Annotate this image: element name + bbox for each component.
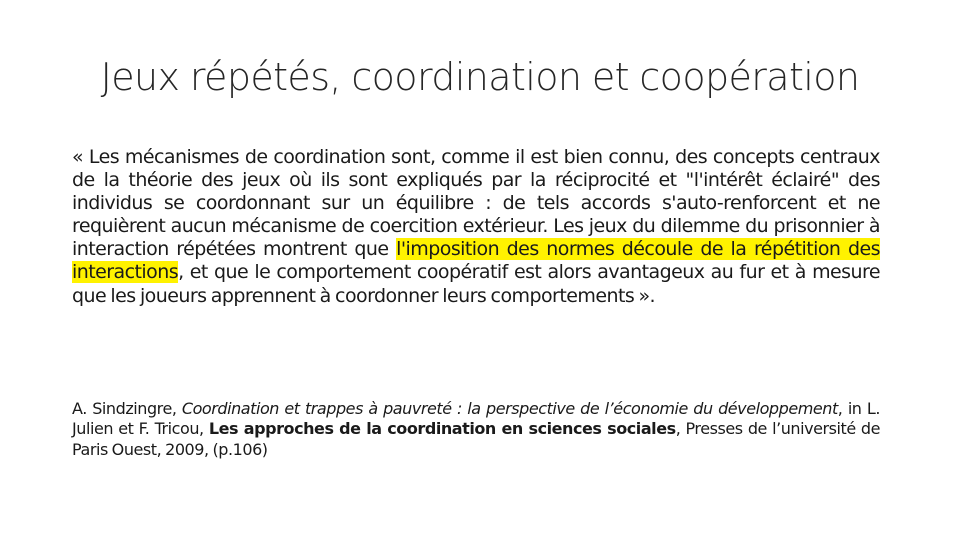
quote-highlighted-text: l'imposition des normes découle de la répétition des interactions: [72, 238, 881, 284]
slide-title: Jeux répétés, coordination et coopération: [100, 55, 860, 99]
citation-author: A. Sindzingre,: [72, 399, 182, 418]
quote-paragraph: [72, 146, 880, 308]
citation-in-text: , in L. Julien et F. Tricou,: [72, 399, 880, 439]
citation-paragraph: [72, 399, 880, 460]
citation-article-title: Coordination et trappes à pauvreté : la perspective de l’économie du développement: [181, 399, 838, 418]
quote-text-after: , et que le comportement coopératif est alors avantageux au fur et à mesure que les joueurs apprennent à coordonner leurs comportements ».: [72, 261, 880, 307]
citation-publisher: , Presses de l’université de Paris Ouest, 2009, (p.106): [72, 419, 880, 459]
quote-text-before: « Les mécanismes de coordination sont, comme il est bien connu, des concepts centraux de la théorie des jeux où ils sont expliqués par la réciprocité et "l'intérêt éclairé" des individus se coordonnant sur un équilibre : de tels accords s'auto-renforcent et ne requièrent aucun mécanisme de coercition extérieur. Les jeux du dilemme du prisonnier à interaction répétées montrent que: [72, 146, 880, 261]
citation-book-title: Les approches de la coordination en sciences sociales: [208, 419, 676, 439]
